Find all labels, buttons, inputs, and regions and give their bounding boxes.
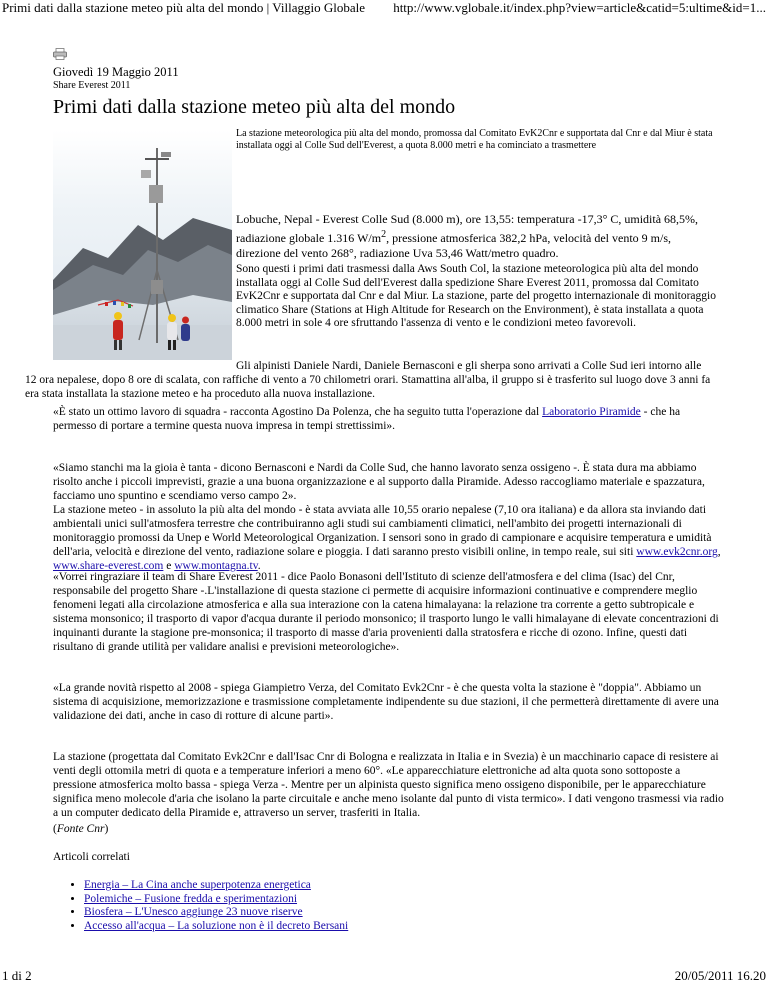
page-title: Primi dati dalla stazione meteo più alta del mondo (53, 96, 456, 118)
list-item (84, 906, 348, 920)
related-article-link[interactable]: Polemiche – Fusione fredda e sperimentazioni (84, 892, 298, 905)
quote-paragraph: «Siamo stanchi ma la gioia è tanta - dicono Bernasconi e Nardi da Colle Sud, che hanno lavorato senza ossigeno -. È stata dura ma abbiamo risolto anche i piccoli imprevisti, grazie a una buona organizzazione e al supporto dalla Piramide. Adesso raccogliamo materiale e spazzatura, facciamo uno spuntino e scendiamo verso campo 2». (53, 462, 705, 502)
quote-paragraph: «Vorrei ringraziare il team di Share Everest 2011 - dice Paolo Bonasoni dell'Istituto di scienze dell'atmosfera e del clima (Isac) del Cnr, responsabile del progetto Share -.L'installazione di questa stazione ci permette di acquisire informazioni continuative e comprendere meglio fenomeni legati alla circolazione atmosferica e alla sua interazione con la catena himalayana: la relazione tra corrente a getto subtropicale e sistema monsonico; il trasporto di vapor d'acqua durante il periodo monsonico; il trasporto lungo le valli himalayane di elevate concentrazioni di inquinanti durante la stagione pre-monsonica; il trasporto di masse d'aria provenienti dalla stratosfera e ricche di ozono. Infine, questi dati risultano di grande utilità per validare analisi e previsioni meteorologiche». (53, 571, 719, 653)
weather-data-paragraph (236, 212, 716, 261)
article-paragraph: Gli alpinisti Daniele Nardi, Daniele Bernasconi e gli sherpa sono arrivati a Colle Sud ieri intorno alle (236, 360, 702, 372)
article-author: Share Everest 2011 (53, 80, 131, 91)
related-articles-list (70, 879, 348, 933)
printer-icon[interactable] (53, 48, 67, 60)
weather-data-text-b: , pressione atmosferica 382,2 hPa, velocità del vento 9 m/s, direzione del vento 268°, radiazione Uva 53,46 Watt/metro quadro. (236, 231, 672, 260)
source-name: Fonte Cnr (56, 823, 105, 835)
quote-text-b: - che ha permesso di portare a termine questa nuova impresa in tempi strettissimi». (53, 406, 681, 432)
quote-text-a: «È stato un ottimo lavoro di squadra - racconta Agostino Da Polenza, che ha seguito tutta l'operazione dal (53, 406, 543, 418)
montagna-tv-link[interactable]: www.montagna.tv (174, 560, 258, 572)
print-timestamp: 20/05/2011 16.20 (674, 968, 766, 983)
list-item (84, 920, 348, 934)
evk2cnr-link[interactable]: www.evk2cnr.org (636, 546, 718, 558)
article-paragraph: Sono questi i primi dati trasmessi dalla Aws South Col, la stazione meteorologica più alta del mondo installata oggi al Colle Sud dell'Everest dalla spedizione Share Everest 2011, promossa dal Comitato EvK2Cnr e supportata dal Cnr e dal Miur. La stazione, parte del progetto internazionale di monitoraggio climatico Share (Stations at High Altitude for Research on the Environment), è stata installata a quota 8.000 metri in sole 4 ore sfruttando l'assenza di vento e le condizioni meteo favorevoli. (236, 263, 716, 329)
period-text: . (257, 560, 261, 572)
article-paragraph: 12 ora nepalese, dopo 8 ore di scalata, con raffiche di vento a 70 chilometri orari. Stamattina all'alba, il gruppo si è trasferito sul luogo dove 3 anni fa era stata installata la stazione meteo e ha proceduto alla nuova installazione. (25, 374, 711, 400)
quote-paragraph: «La grande novità rispetto al 2008 - spiega Giampietro Verza, del Comitato Evk2Cnr - è che questa volta la stazione è "doppia". Abbiamo un sistema di acquisizione, memorizzazione e trasmissione completamente indipendente su due stazioni, il che permetterà direttamente di avere una validazione dei dati, anche in caso di rotture di alcune parti». (53, 682, 719, 722)
related-heading: Articoli correlati (53, 851, 130, 863)
article-intro: La stazione meteorologica più alta del mondo, promossa dal Comitato EvK2Cnr e supportata dal Cnr e dal Miur è stata installata oggi al Colle Sud dell'Everest, a quota 8.000 metri e ha cominciato a trasmettere (236, 128, 713, 151)
share-everest-link[interactable]: www.share-everest.com (53, 560, 164, 572)
article-paragraph (53, 503, 725, 573)
separator-text: , (717, 546, 721, 558)
list-item (84, 893, 348, 907)
laboratorio-piramide-link[interactable]: Laboratorio Piramide (542, 406, 641, 418)
source-close-paren: ) (104, 823, 109, 835)
article-text: La stazione meteo - in assoluto la più alta del mondo - è stata avviata alle 10,55 orario nepalese (7,10 ora italiana) e da allora sta inviando dati ambientali unici sull'atmosfera terrestre che contribuiranno agli studi sui cambiamenti climatici, nell'ambito dei progetti internazionali di monitoraggio promossi da Unep e World Meteorological Organization. I sensori sono in grado di campionare e acquisire temperatura e umidità dell'aria, velocità e direzione del vento, radiazione solare e pioggia. I dati saranno presto visibili online, in tempo reale, sui siti (53, 504, 712, 558)
related-article-link[interactable]: Biosfera – L'Unesco aggiunge 23 nuove riserve (84, 906, 303, 918)
article-date: Giovedì 19 Maggio 2011 (53, 65, 179, 79)
unit-superscript: 2 (381, 229, 387, 240)
list-item (84, 879, 348, 893)
source-credit (53, 822, 725, 836)
conjunction-text: e (163, 560, 175, 572)
browser-header-title: Primi dati dalla stazione meteo più alta del mondo | Villaggio Globale (2, 0, 365, 15)
quote-paragraph (53, 405, 725, 433)
browser-header-url: http://www.vglobale.it/index.php?view=article&catid=5:ultime&id=1... (393, 0, 766, 15)
source-open-paren: ( (53, 823, 57, 835)
related-article-link[interactable]: Energia – La Cina anche superpotenza energetica (84, 879, 311, 891)
page-counter: 1 di 2 (2, 968, 32, 983)
article-paragraph: La stazione (progettata dal Comitato Evk2Cnr e dall'Isac Cnr di Bologna e realizzata in Italia e in Svezia) è un macchinario capace di resistere ai venti degli ottomila metri di quota e a temperature inferiori a meno 60°. «Le apparecchiature elettroniche ad alta quota sono sottoposte a pressione atmosferica molto bassa - spiega Verza -. Mentre per un alpinista questo significa meno ossigeno disponibile, per le apparecchiature significa meno molecole d'aria che isolano la parte circuitale e anche meno isolante dal punto di vista termico». I dati vengono trasmessi via radio a un computer dedicato della Piramide e, attraverso un server, trasferiti in Italia. (53, 751, 724, 819)
weather-data-text-a: Lobuche, Nepal - Everest Colle Sud (8.000 m), ore 13,55: temperatura -17,3° C, umidità 68,5%, radiazione globale 1.316 W/m (236, 212, 699, 245)
related-article-link[interactable]: Accesso all'acqua – La soluzione non è il decreto Bersani (84, 919, 349, 932)
everest-station-photo (53, 130, 232, 360)
